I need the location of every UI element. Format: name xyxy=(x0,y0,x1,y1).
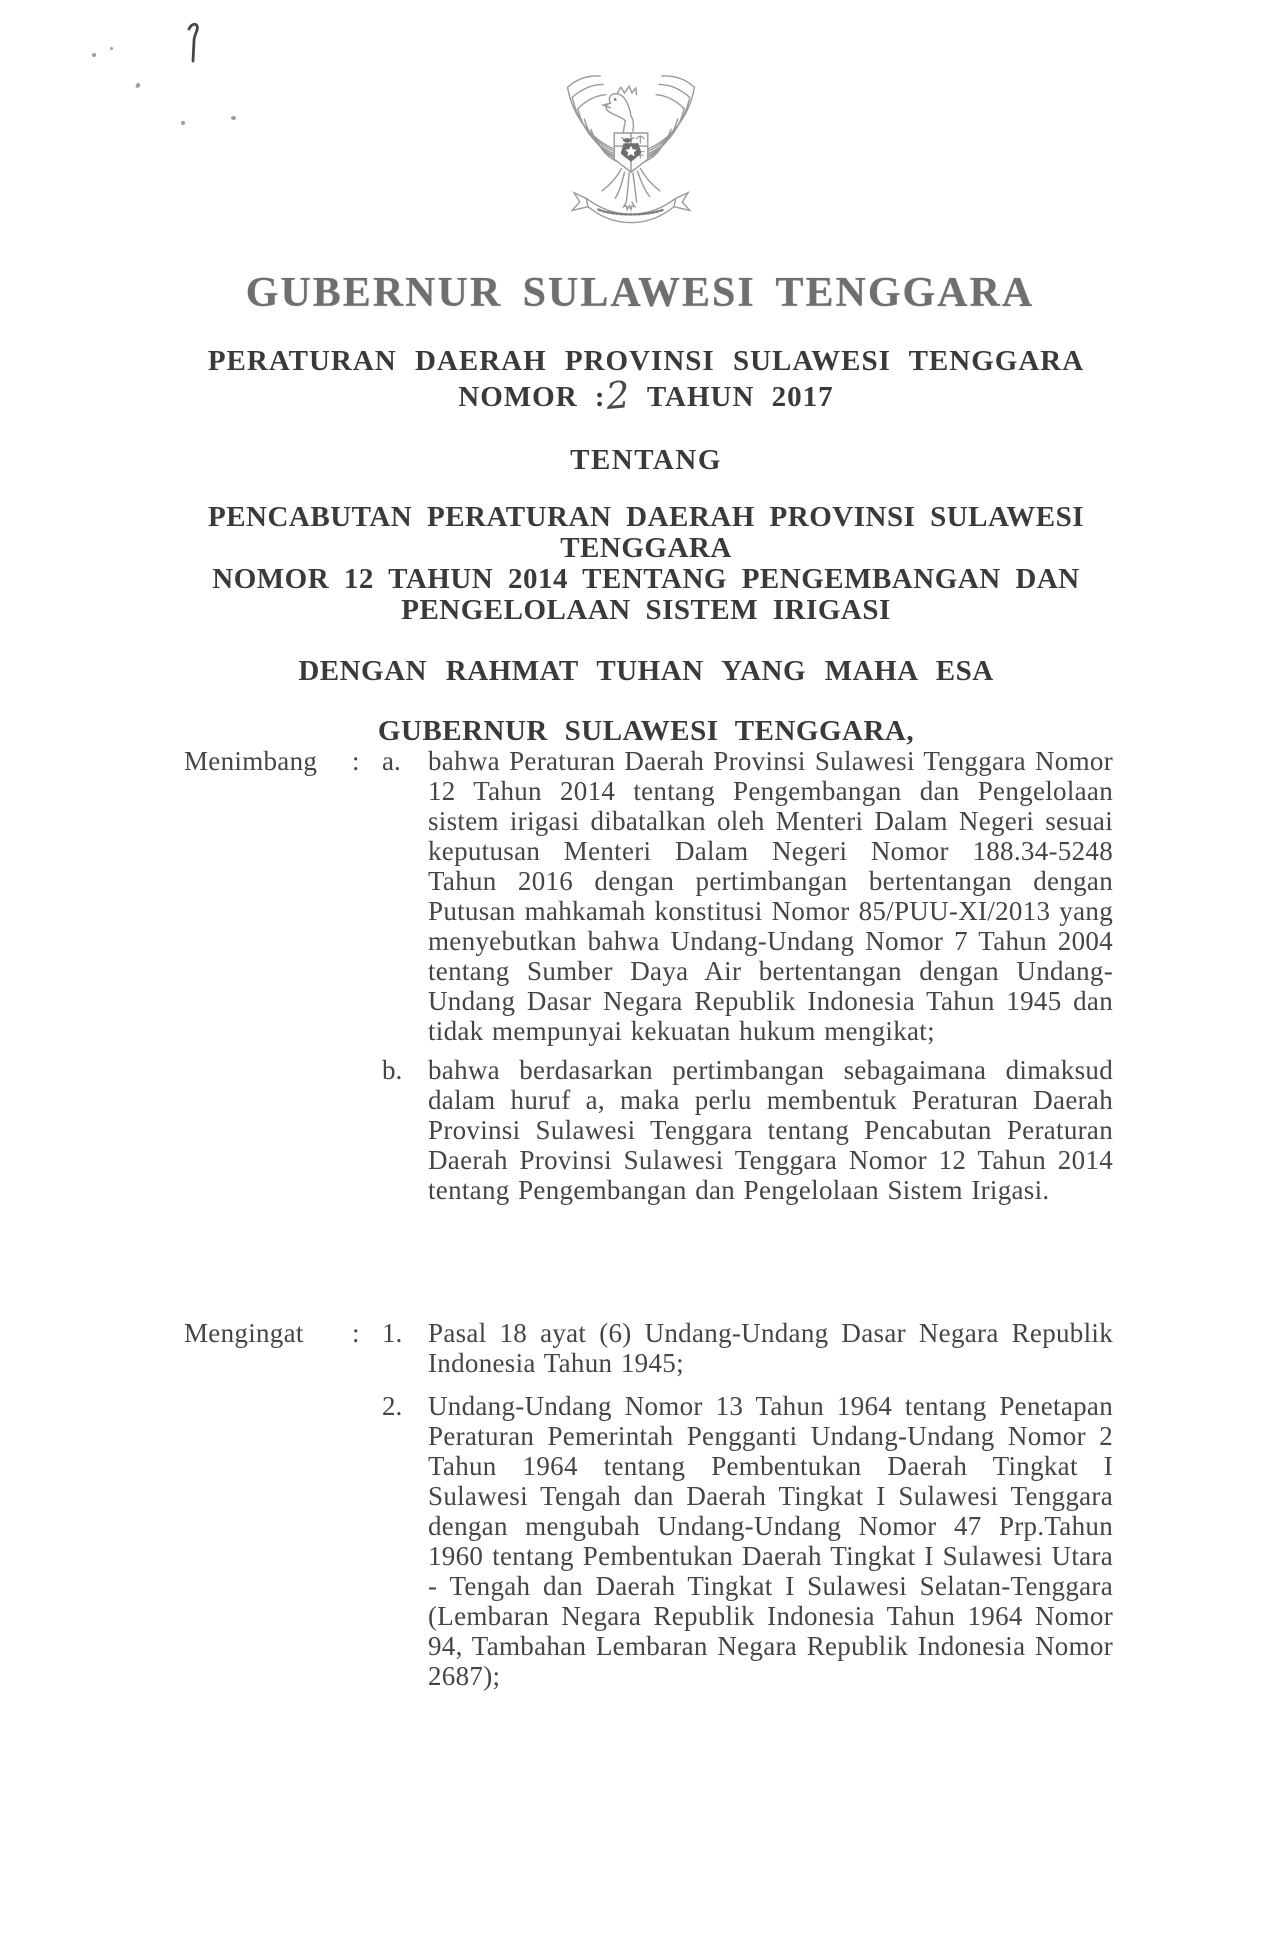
pen-scribble-mark xyxy=(183,20,205,70)
item-marker: a. xyxy=(382,746,401,776)
colon-separator: : xyxy=(352,1318,360,1348)
pancasila-shield xyxy=(614,133,648,172)
considerans-section xyxy=(184,746,1113,1205)
invocation-line: DENGAN RAHMAT TUHAN YANG MAHA ESA xyxy=(298,655,994,687)
regulation-subject xyxy=(161,502,1131,626)
considerans-item-b: bahwa berdasarkan pertimbangan sebagaimana dimaksud dalam huruf a, maka perlu membentuk Peraturan Daerah Provinsi Sulawesi Tenggara tentang Pencabutan Peraturan Daerah Provinsi Sulawesi Tenggara Nomor 12 Tahun 2014 tentang Pengembangan dan Pengelolaan Sistem Irigasi. xyxy=(428,1055,1113,1205)
garuda-head xyxy=(603,86,637,132)
regulation-title: PERATURAN DAERAH PROVINSI SULAWESI TENGGARA xyxy=(207,345,1085,377)
letterhead-title: GUBERNUR SULAWESI TENGGARA xyxy=(245,270,1035,316)
garuda-pancasila-emblem-icon xyxy=(547,60,715,234)
subject-line: NOMOR 12 TAHUN 2014 TENTANG PENGEMBANGAN DAN xyxy=(212,563,1080,595)
title-block xyxy=(161,344,1131,749)
paragraph-gap xyxy=(184,1046,1113,1055)
item-marker: 1. xyxy=(382,1318,403,1348)
considerans-label: Menimbang xyxy=(184,746,318,776)
paragraph-gap xyxy=(184,1378,1113,1391)
nomor-prefix: NOMOR : xyxy=(458,381,606,413)
considerans-item-a: bahwa Peraturan Daerah Provinsi Sulawesi Tenggara Nomor 12 Tahun 2014 tentang Pengembangan dan Pengelolaan sistem irigasi dibatalkan oleh Menteri Dalam Negeri sesuai keputusan Menteri Dalam Negeri Nomor 188.34-5248 Tahun 2016 dengan pertimbangan bertentangan dengan Putusan mahkamah konstitusi Nomor 85/PUU-XI/2013 yang menyebutkan bahwa Undang-Undang Nomor 7 Tahun 2004 tentang Sumber Daya Air bertentangan dengan Undang-Undang Dasar Negara Republik Indonesia Tahun 1945 dan tidak mempunyai kekuatan hukum mengikat; xyxy=(428,746,1113,1046)
scan-speck xyxy=(231,116,236,120)
nomor-suffix: TAHUN 2017 xyxy=(646,381,834,413)
item-marker: 2. xyxy=(382,1391,403,1421)
scan-speck xyxy=(110,47,113,50)
tentang-heading: TENTANG xyxy=(570,444,722,476)
subject-line: PENCABUTAN PERATURAN DAERAH PROVINSI SULAWESI TENGGARA xyxy=(207,501,1085,564)
tail-and-legs xyxy=(602,168,660,209)
legal-basis-section xyxy=(184,1318,1113,1691)
scan-speck xyxy=(92,53,96,57)
handwritten-number: 2 xyxy=(603,373,633,418)
item-marker: b. xyxy=(382,1055,403,1085)
scan-speck xyxy=(181,121,185,125)
subject-line: PENGELOLAAN SISTEM IRIGASI xyxy=(401,594,891,626)
legal-basis-label: Mengingat xyxy=(184,1318,304,1348)
regulation-number-line xyxy=(161,373,1131,418)
legal-basis-item-2: Undang-Undang Nomor 13 Tahun 1964 tentang Penetapan Peraturan Pemerintah Pengganti Undang-Undang Nomor 2 Tahun 1964 tentang Pembentukan Daerah Tingkat I Sulawesi Tengah dan Daerah Tingkat I Sulawesi Tenggara dengan mengubah Undang-Undang Nomor 47 Prp.Tahun 1960 tentang Pembentukan Daerah Tingkat I Sulawesi Utara - Tengah dan Daerah Tingkat I Sulawesi Selatan-Tenggara (Lembaran Negara Republik Indonesia Tahun 1964 Nomor 94, Tambahan Lembaran Negara Republik Indonesia Nomor 2687); xyxy=(428,1391,1113,1691)
authority-line: GUBERNUR SULAWESI TENGGARA, xyxy=(377,715,915,747)
legal-basis-item-1: Pasal 18 ayat (6) Undang-Undang Dasar Negara Republik Indonesia Tahun 1945; xyxy=(428,1318,1113,1378)
colon-separator: : xyxy=(352,746,360,776)
scan-speck xyxy=(135,82,141,88)
